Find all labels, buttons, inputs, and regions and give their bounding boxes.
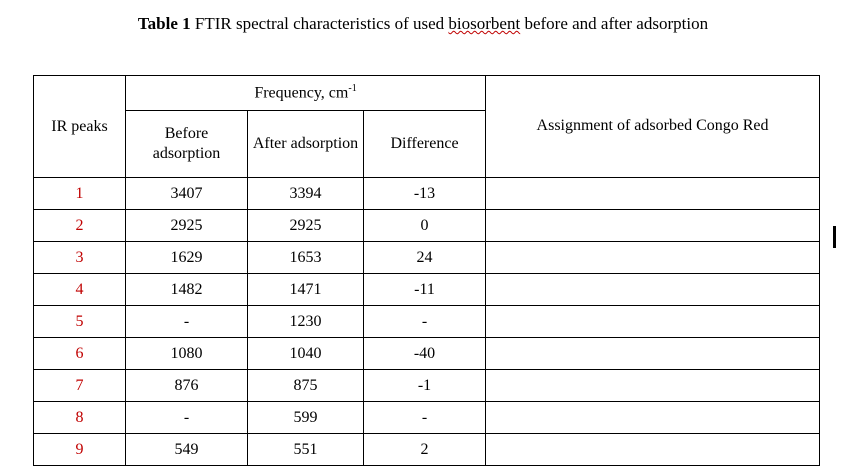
cell-before: 1080 [126,338,248,370]
header-frequency-superscript: -1 [348,83,357,95]
table-row [34,242,820,274]
table-caption-text-after: before and after adsorption [520,14,709,33]
cell-assignment [486,274,820,306]
cell-difference: 24 [364,242,486,274]
cell-before: - [126,306,248,338]
table-caption [0,14,846,34]
cell-difference: 2 [364,434,486,466]
table-caption-flagged-word: biosorbent [448,14,521,33]
table-row [34,178,820,210]
cell-before: 3407 [126,178,248,210]
cell-peak: 6 [34,338,126,370]
cell-peak: 2 [34,210,126,242]
table-caption-text-before: FTIR spectral characteristics of used [190,14,449,33]
table-row [34,274,820,306]
cell-difference: - [364,402,486,434]
header-before-adsorption: Before adsorption [126,111,248,178]
cell-before: 2925 [126,210,248,242]
cell-before: 1482 [126,274,248,306]
cell-difference: -40 [364,338,486,370]
header-frequency-group [126,76,486,111]
cell-before: 1629 [126,242,248,274]
ftir-table-container [33,75,819,466]
cell-assignment [486,338,820,370]
cell-after: 1653 [248,242,364,274]
header-difference: Difference [364,111,486,178]
cell-after: 3394 [248,178,364,210]
table-caption-label: Table 1 [137,14,191,33]
header-assignment: Assignment of adsorbed Congo Red [486,76,820,178]
cell-difference: -13 [364,178,486,210]
cell-peak: 5 [34,306,126,338]
cell-before: 549 [126,434,248,466]
cell-after: 875 [248,370,364,402]
header-ir-peaks: IR peaks [34,76,126,178]
cell-assignment [486,306,820,338]
cell-after: 1040 [248,338,364,370]
cell-before: - [126,402,248,434]
page-edge-marker [833,226,836,248]
cell-difference: 0 [364,210,486,242]
table-row [34,306,820,338]
cell-assignment [486,434,820,466]
table-row [34,434,820,466]
cell-assignment [486,242,820,274]
cell-after: 599 [248,402,364,434]
ftir-table [33,75,820,466]
cell-after: 1230 [248,306,364,338]
cell-peak: 9 [34,434,126,466]
cell-assignment [486,370,820,402]
cell-assignment [486,210,820,242]
cell-peak: 4 [34,274,126,306]
header-frequency-text: Frequency, cm [254,84,349,102]
table-row [34,338,820,370]
table-body [34,178,820,466]
cell-difference: -1 [364,370,486,402]
table-header-row-group [34,76,820,111]
cell-assignment [486,178,820,210]
cell-difference: - [364,306,486,338]
cell-peak: 3 [34,242,126,274]
document-page [0,14,846,458]
table-row [34,210,820,242]
table-header [34,76,820,178]
cell-peak: 7 [34,370,126,402]
cell-peak: 8 [34,402,126,434]
table-row [34,370,820,402]
cell-difference: -11 [364,274,486,306]
cell-before: 876 [126,370,248,402]
header-after-adsorption: After adsorption [248,111,364,178]
cell-peak: 1 [34,178,126,210]
cell-after: 551 [248,434,364,466]
cell-after: 1471 [248,274,364,306]
cell-after: 2925 [248,210,364,242]
table-row [34,402,820,434]
cell-assignment [486,402,820,434]
